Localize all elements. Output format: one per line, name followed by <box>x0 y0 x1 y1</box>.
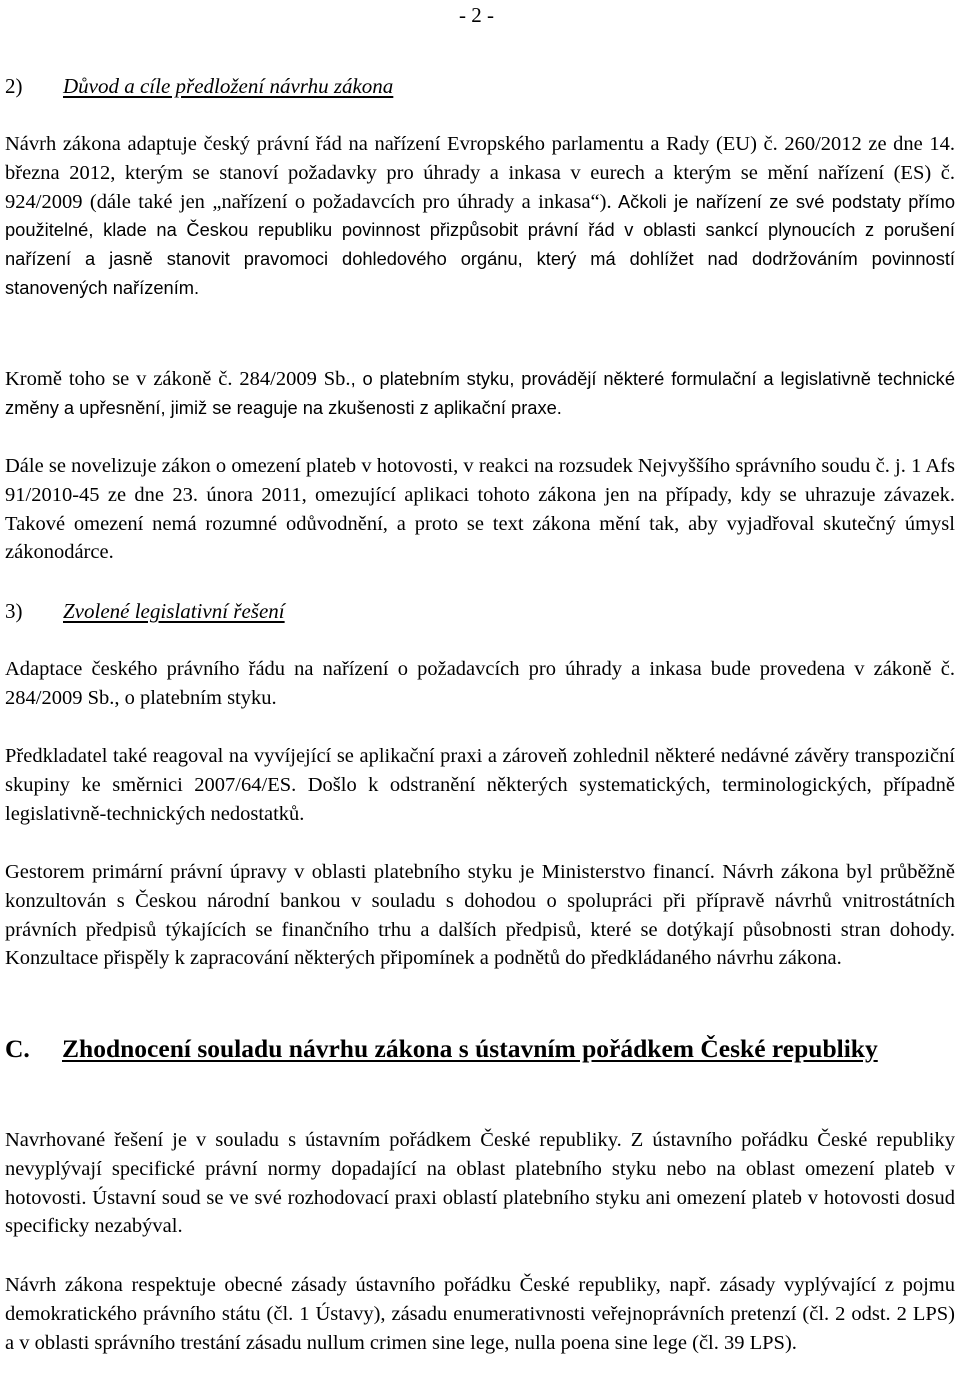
section-c-paragraph-1: Navrhované řešení je v souladu s ústavním pořádkem České republiky. Z ústavního pořádku České republiky nevyplývají specifické právní normy dopadající na oblast platebního styku nebo na oblast omezení plateb v hotovosti. Ústavní soud se ve své rozhodovací praxi oblastí platebního styku ani omezení plateb v hotovosti dosud specificky nezabýval. <box>5 1129 955 1238</box>
page-number: - 2 - <box>459 3 494 27</box>
section-c-title: Zhodnocení souladu návrhu zákona s ústavním pořádkem České republiky <box>62 1034 878 1063</box>
section-2-paragraph-1-b: Ačkoli je nařízení ze své podstaty přímo použitelné, klade na Českou republiku povinnost přizpůsobit právní řád v oblasti sankcí plynoucích z porušení nařízení a jasně stanovit pravomoci dohledového orgánu, který má dohlížet nad dodržováním povinností stanovených nařízením. <box>5 190 955 298</box>
section-3-paragraph-1: Adaptace českého právního řádu na nařízení o požadavcích pro úhrady a inkasa bude provedena v zákoně č. 284/2009 Sb., o platebním styku. <box>5 658 955 709</box>
section-2-heading <box>5 73 393 99</box>
section-2-paragraph-1-a: Návrh zákona adaptuje český právní řád na nařízení Evropského parlamentu a Rady (EU) č. 260/2012 ze dne 14. března 2012, kterým se stanoví požadavky pro úhrady a inkasa v eurech a kterým se mění nařízení (ES) č. 924/2009 (dále také jen „nařízení o požadavcích pro úhrady a inkasa“). <box>5 133 955 213</box>
section-c-paragraph-2: Návrh zákona respektuje obecné zásady ústavního pořádku České republiky, např. zásady vyplývající z pojmu demokratického právního státu (čl. 1 Ústavy), zásadu enumerativnosti veřejnoprávních pretenzí (čl. 2 odst. 2 LPS) a v oblasti správního trestání zásadu nullum crimen sine lege, nulla poena sine lege (čl. 39 LPS). <box>5 1274 955 1354</box>
section-2-title: Důvod a cíle předložení návrhu zákona <box>63 74 394 98</box>
section-2-paragraph-3: Dále se novelizuje zákon o omezení plateb v hotovosti, v reakci na rozsudek Nejvyššího správního soudu č. j. 1 Afs 91/2010-45 ze dne 23. února 2011, omezující aplikaci tohoto zákona jen na případy, kdy se uhrazuje závazek. Takové omezení nemá rozumné odůvodnění, a proto se text zákona mění tak, aby vyjadřoval skutečný úmysl zákonodárce. <box>5 455 955 564</box>
section-c-letter: C. <box>5 1034 30 1063</box>
section-2-number: 2) <box>5 74 23 98</box>
section-3-heading <box>5 598 285 624</box>
section-3-number: 3) <box>5 599 23 623</box>
section-2-paragraph-2 <box>5 365 955 423</box>
section-3-paragraph-2: Předkladatel také reagoval na vyvíjející se aplikační praxi a zároveň zohlednil některé nedávné závěry transpoziční skupiny ke směrnici 2007/64/ES. Došlo k odstranění některých systematických, terminologických, případně legislativně-technických nedostatků. <box>5 745 955 825</box>
section-3-title: Zvolené legislativní řešení <box>63 599 285 623</box>
section-3-paragraph-3: Gestorem primární právní úpravy v oblasti platebního styku je Ministerstvo financí. Návrh zákona byl průběžně konzultován s Českou národní bankou v souladu s dohodou o spolupráci při přípravě návrhů vnitrostátních právních předpisů týkajících se finančního trhu a dalších předpisů, které se dotýkají působnosti stran dohody. Konzultace přispěly k zapracování některých připomínek a podnětů do předkládaného návrhu zákona. <box>5 861 955 970</box>
section-2-paragraph-1 <box>5 130 955 303</box>
section-2-paragraph-2-b: , o platebním styku, provádějí některé formulační a legislativně technické změny a upřesnění, jimiž se reaguje na zkušenosti z aplikační praxe. <box>5 368 955 418</box>
section-2-paragraph-2-a: Kromě toho se v zákoně č. 284/2009 Sb. <box>5 368 351 390</box>
